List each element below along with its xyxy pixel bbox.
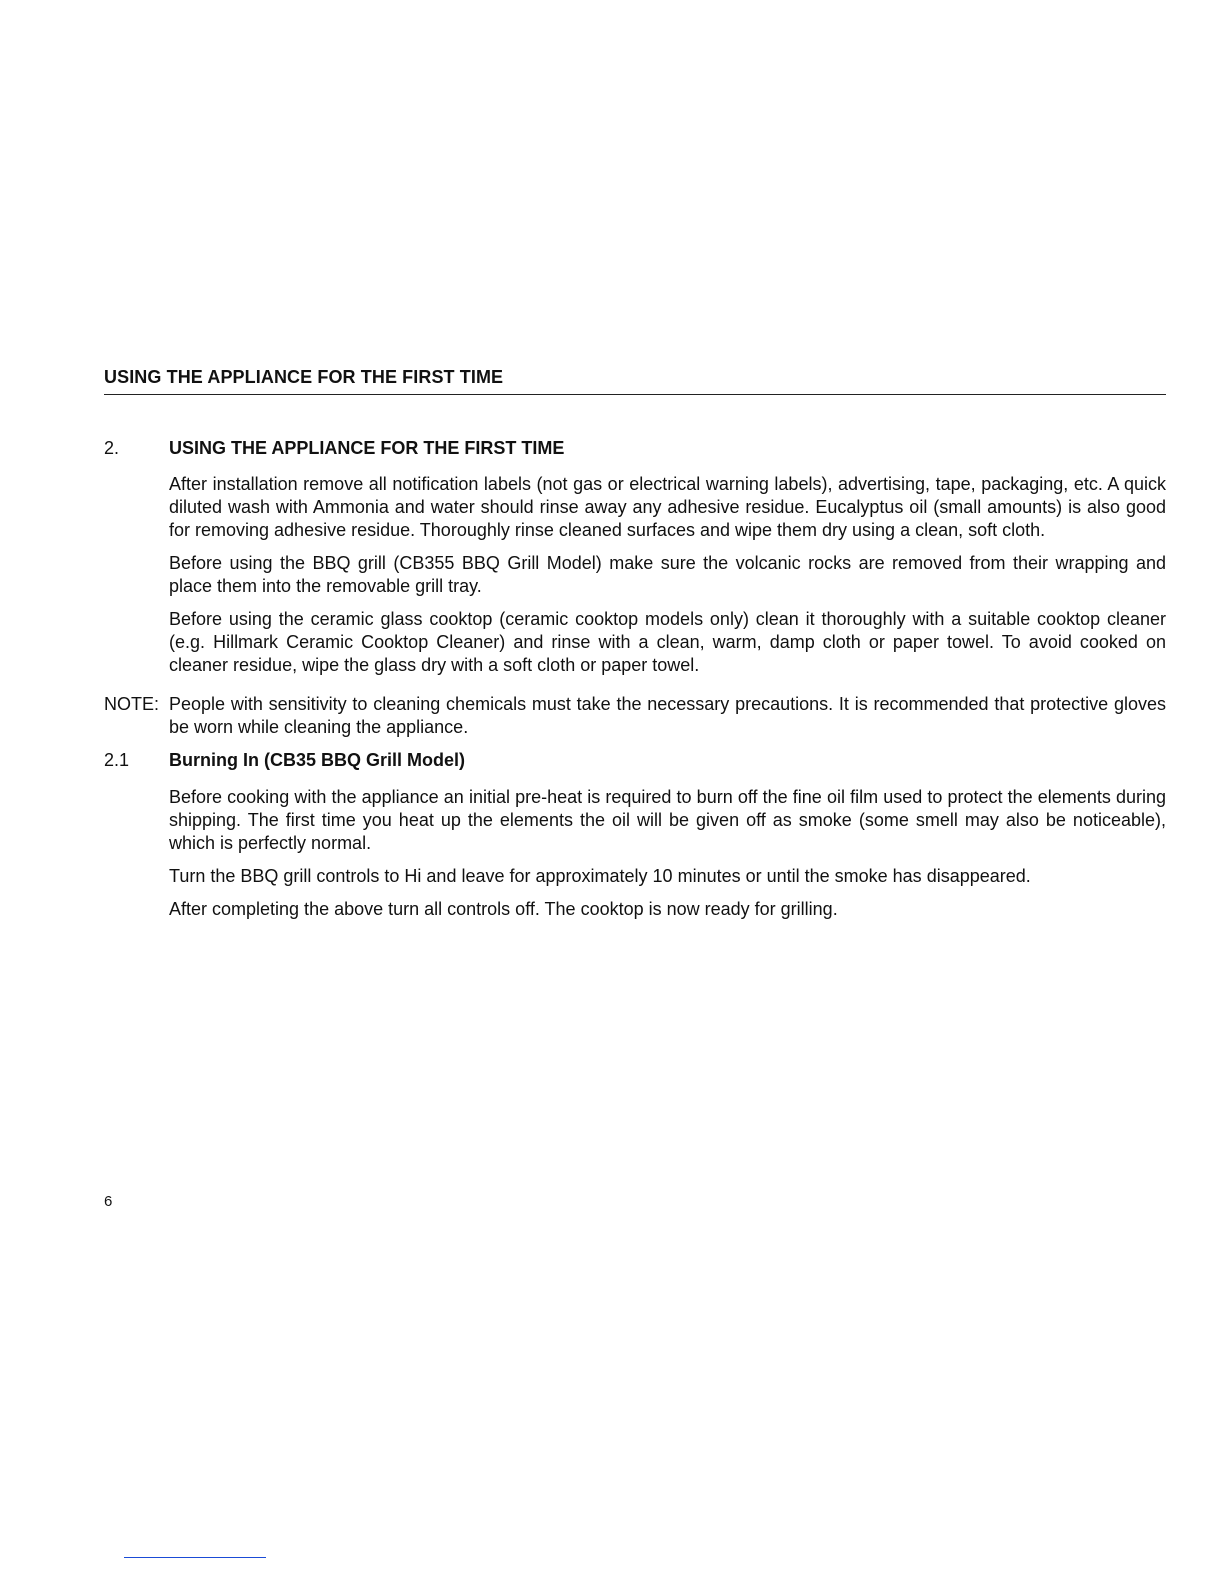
note-label: NOTE: <box>104 694 160 714</box>
paragraph: Before using the ceramic glass cooktop (ceramic cooktop models only) clean it thoroughly with a suitable cooktop cleaner (e.g. Hillmark Ceramic Cooktop Cleaner) and rinse with a clean, warm, damp cloth or paper towel. To avoid cooked on cleaner residue, wipe the glass dry with a soft cloth or paper towel. <box>169 609 1166 675</box>
paragraph: After completing the above turn all controls off. The cooktop is now ready for grilling. <box>169 899 838 919</box>
section-body <box>169 437 1166 687</box>
note-body <box>169 693 1166 739</box>
section-2-1 <box>104 749 1166 931</box>
section-heading: Burning In (CB35 BBQ Grill Model) <box>169 750 465 770</box>
paragraph: After installation remove all notification labels (not gas or electrical warning labels), advertising, tape, packaging, etc. A quick diluted wash with Ammonia and water should rinse away any adhesive residue. Eucalyptus oil (small amounts) is also good for removing adhesive residue. Thoroughly rinse cleaned surfaces and wipe them dry using a clean, soft cloth. <box>169 474 1166 540</box>
footer-link-underline <box>124 1557 266 1558</box>
document-body <box>104 437 1166 931</box>
paragraph: Before cooking with the appliance an initial pre-heat is required to burn off the fine oil film used to protect the elements during shipping. The first time you heat up the elements the oil will be given off as smoke (some smell may also be noticeable), which is perfectly normal. <box>169 787 1166 853</box>
paragraph: Turn the BBQ grill controls to Hi and leave for approximately 10 minutes or until the smoke has disappeared. <box>169 866 1031 886</box>
page-number: 6 <box>104 1193 113 1210</box>
section-number: 2.1 <box>104 750 130 770</box>
paragraph: Before using the BBQ grill (CB355 BBQ Grill Model) make sure the volcanic rocks are removed from their wrapping and place them into the removable grill tray. <box>169 553 1166 596</box>
page-header-title: USING THE APPLIANCE FOR THE FIRST TIME <box>104 367 504 387</box>
section-number: 2. <box>104 438 120 458</box>
page-header <box>104 366 1166 395</box>
section-2 <box>104 437 1166 687</box>
note <box>104 693 1166 739</box>
section-heading: USING THE APPLIANCE FOR THE FIRST TIME <box>169 438 565 458</box>
section-body <box>169 749 1166 931</box>
header-divider <box>104 394 1166 395</box>
note-text: People with sensitivity to cleaning chemicals must take the necessary precautions. It is recommended that protective gloves be worn while cleaning the appliance. <box>169 694 1166 737</box>
